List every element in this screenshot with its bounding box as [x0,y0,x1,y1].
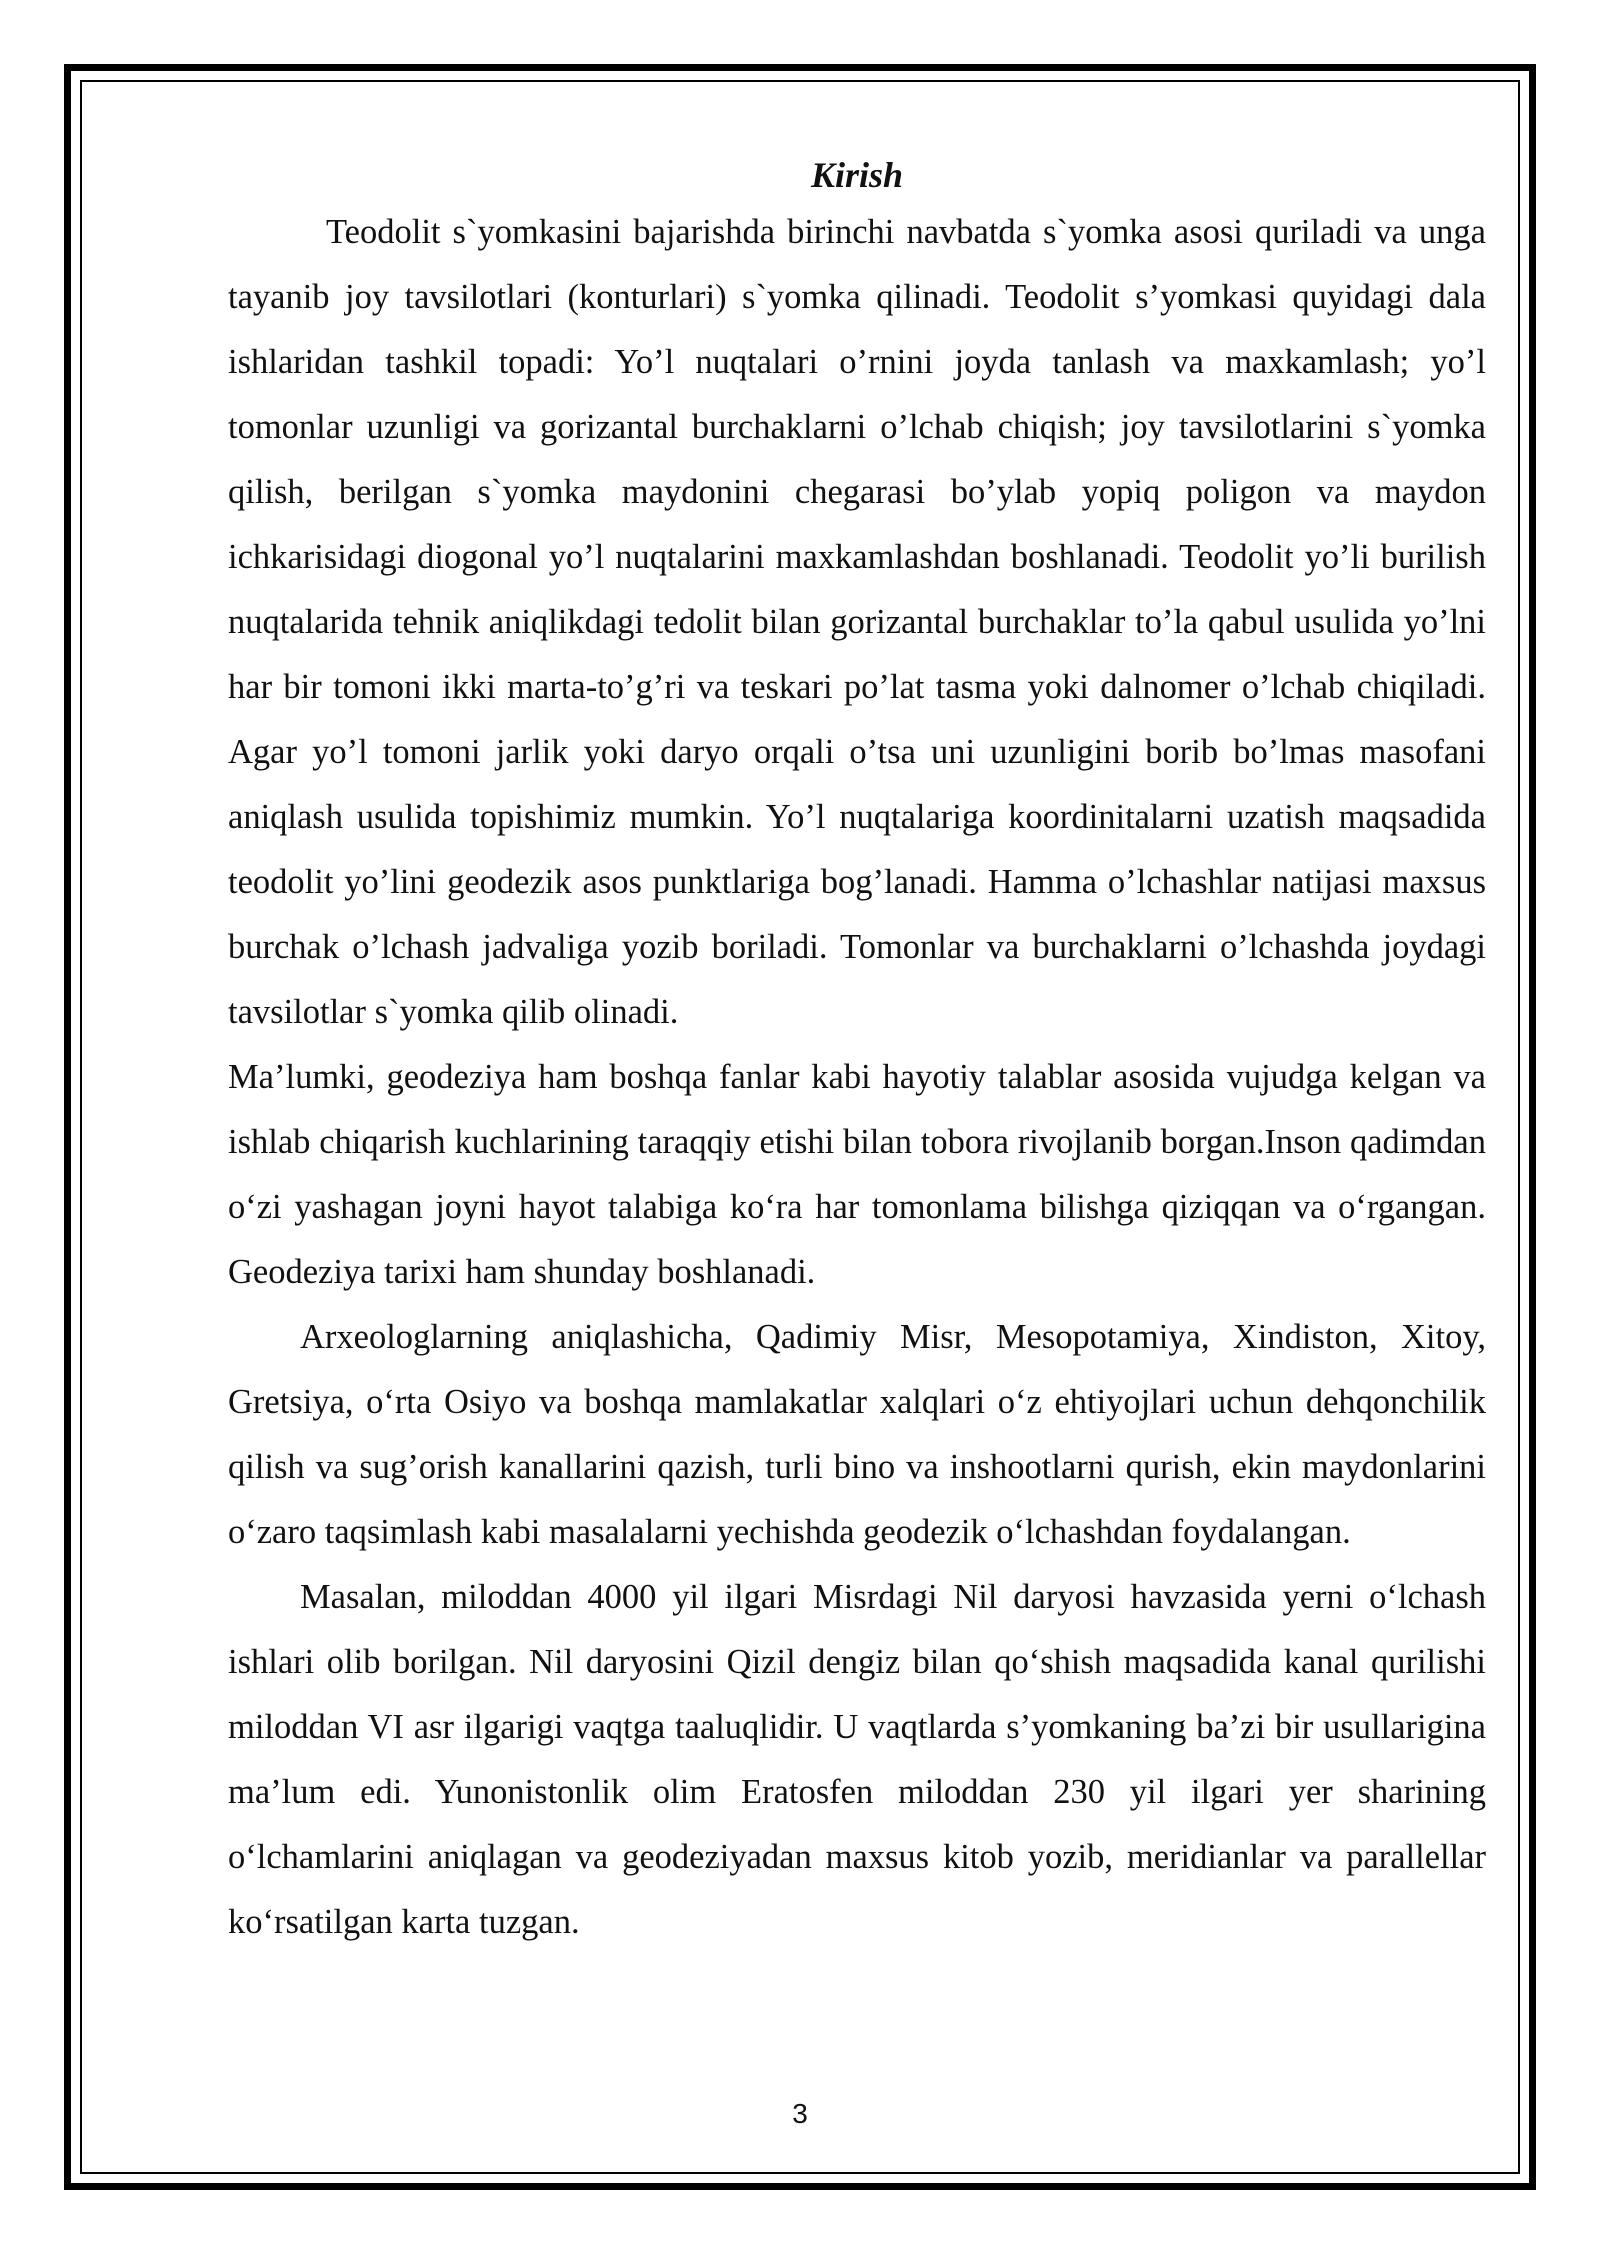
paragraph-3: Arxeologlarning aniqlashicha, Qadimiy Misr, Mesopotamiya, Xindiston, Xitoy, Gretsiya, o‘rta Osiyo va boshqa mamlakatlar xalqlari o‘z ehtiyojlari uchun dehqonchilik qilish va sug’orish kanallarini qazish, turli bino va inshootlarni qurish, ekin maydonlarini o‘zaro taqsimlash kabi masalalarni yechishda geodezik o‘lchashdan foydalangan. [228,1318,1486,1551]
section-title: Kirish [810,155,904,195]
paragraph-1: Teodolit s`yomkasini bajarishda birinchi navbatda s`yomka asosi quriladi va unga tayanib joy tavsilotlari (konturlari) s`yomka qilinadi. Teodolit s’yomkasi quyidagi dala ishlaridan tashkil topadi: Yo’l nuqtalari o’rnini joyda tanlash va maxkamlash; yo’l tomonlar uzunligi va gorizantal burchaklarni o’lchab chiqish; joy tavsilotlarini s`yomka qilish, berilgan s`yomka maydonini chegarasi bo’ylab yopiq poligon va maydon ichkarisidagi diogonal yo’l nuqtalarini maxkamlashdan boshlanadi. Teodolit yo’li burilish nuqtalarida tehnik aniqlikdagi tedolit bilan gorizantal burchaklar to’la qabul usulida yo’lni har bir tomoni ikki marta-to’g’ri va teskari po’lat tasma yoki dalnomer o’lchab chiqiladi. Agar yo’l tomoni jarlik yoki daryo orqali o’tsa uni uzunligini borib bo’lmas masofani aniqlash usulida topishimiz mumkin. Yo’l nuqtalariga koordinitalarni uzatish maqsadida teodolit yo’lini geodezik asos punktlariga bog’lanadi. Hamma o’lchashlar natijasi maxsus burchak o’lchash jadvaliga yozib boriladi. Tomonlar va burchaklarni o’lchashda joydagi tavsilotlar s`yomka qilib olinadi. [228,213,1486,1031]
page-number: 3 [792,2098,808,2129]
paragraph-4: Masalan, miloddan 4000 yil ilgari Misrdagi Nil daryosi havzasida yerni o‘lchash ishlari olib borilgan. Nil daryosini Qizil dengiz bilan qo‘shish maqsadida kanal qurilishi miloddan VI asr ilgarigi vaqtga taaluqlidir. U vaqtlarda s’yomkaning ba’zi bir usullarigina ma’lum edi. Yunonistonlik olim Eratosfen miloddan 230 yil ilgari yer sharining o‘lchamlarini aniqlagan va geodeziyadan maxsus kitob yozib, meridianlar va parallellar ko‘rsatilgan karta tuzgan. [228,1578,1486,1941]
document-body [228,150,1486,1955]
paragraph-2: Ma’lumki, geodeziya ham boshqa fanlar kabi hayotiy talablar asosida vujudga kelgan va ishlab chiqarish kuchlarining taraqqiy etishi bilan tobora rivojlanib borgan.Inson qadimdan o‘zi yashagan joyni hayot talabiga ko‘ra har tomonlama bilishga qiziqqan va o‘rgangan. Geodeziya tarixi ham shunday boshlanadi. [228,1058,1486,1291]
